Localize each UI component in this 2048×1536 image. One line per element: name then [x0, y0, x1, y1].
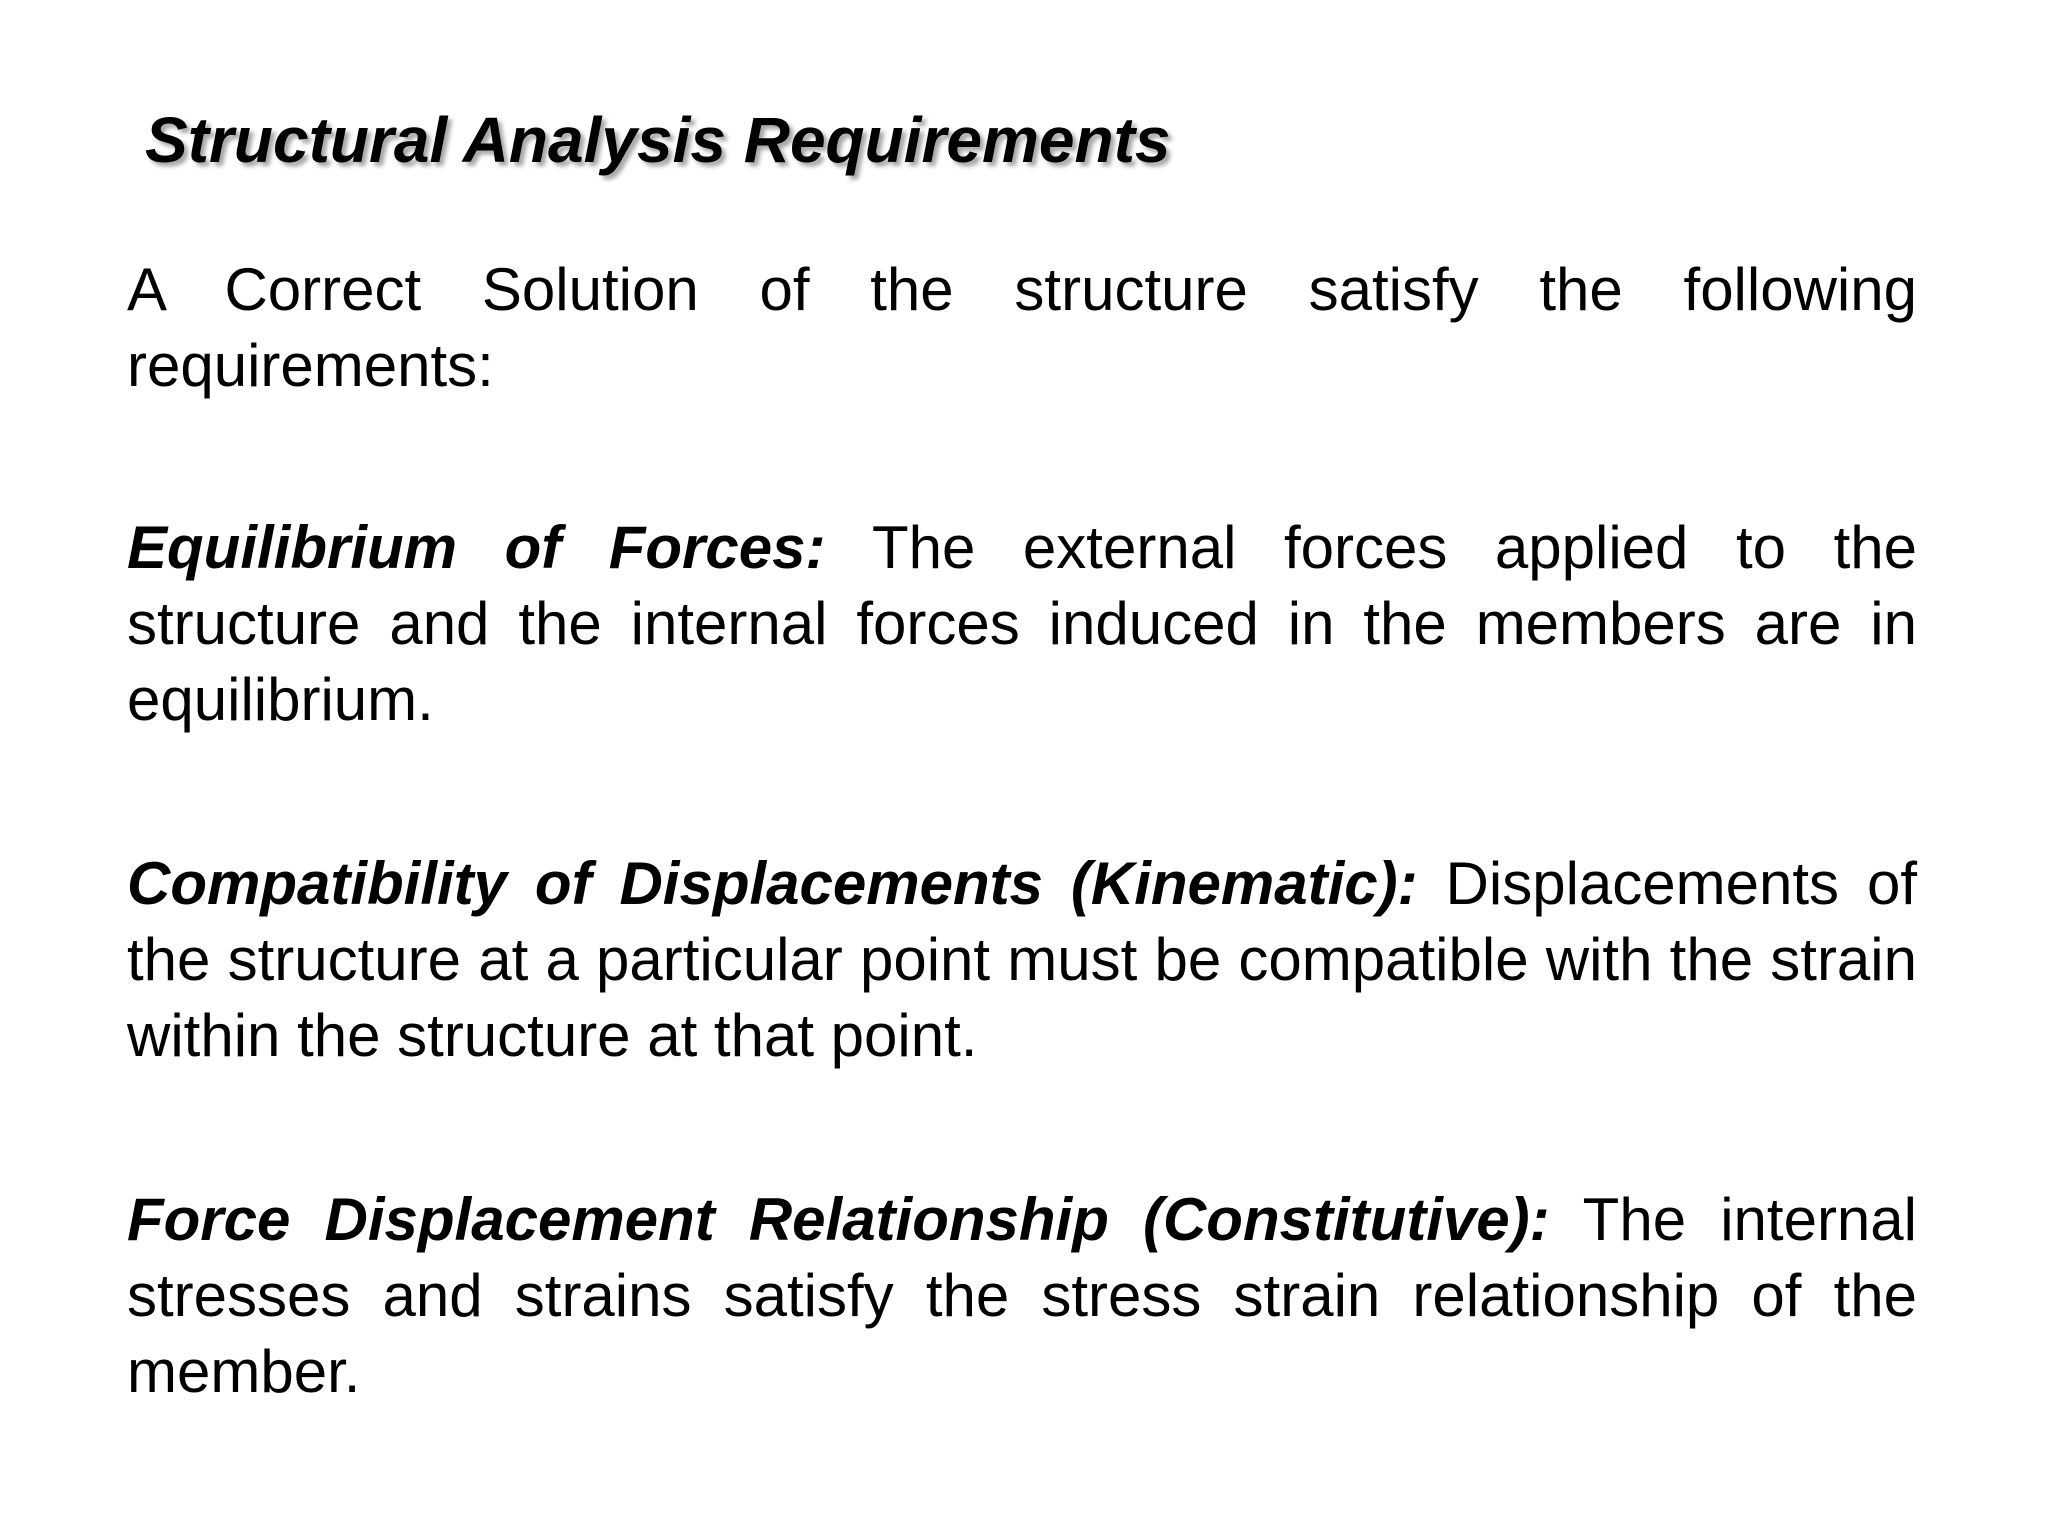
requirement-description: The internal stresses and strains satisfy the stress strain relationship of the member.	[127, 1186, 1917, 1405]
intro-paragraph: A Correct Solution of the structure satisfy the following requirements:	[127, 256, 1917, 399]
requirement-description: The external forces applied to the structure and the internal forces induced in the members are in equilibrium.	[127, 514, 1917, 733]
slide-title: Structural Analysis Requirements	[145, 104, 1171, 176]
requirement-term: Force Displacement Relationship (Constitutive):	[127, 1186, 1550, 1253]
requirement-equilibrium	[127, 510, 1917, 738]
requirement-description: Displacements of the structure at a particular point must be compatible with the strain within the structure at that point.	[127, 850, 1917, 1069]
requirement-term: Equilibrium of Forces:	[127, 514, 826, 581]
requirement-constitutive	[127, 1182, 1917, 1410]
requirement-term: Compatibility of Displacements (Kinematic):	[127, 850, 1418, 917]
requirement-compatibility	[127, 846, 1917, 1074]
